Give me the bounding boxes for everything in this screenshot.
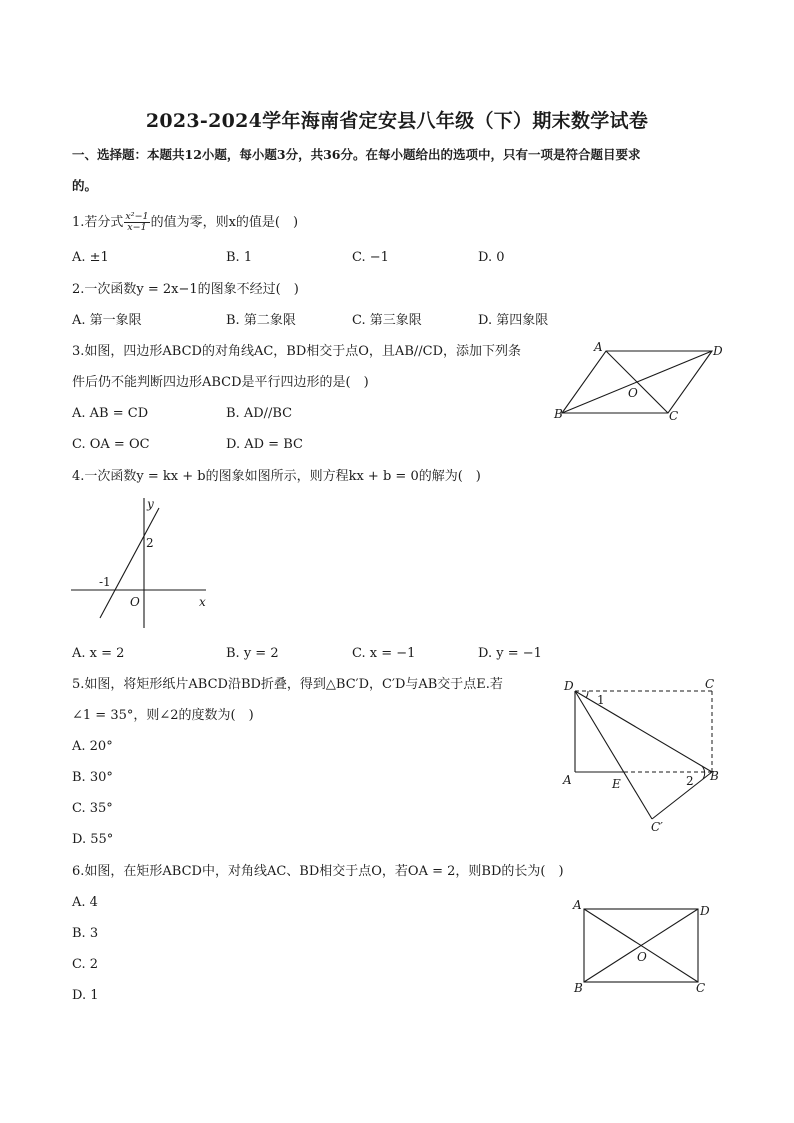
q4-option-d: D. y = −1 [478, 646, 542, 661]
q1-option-b: B. 1 [226, 250, 253, 265]
q6-label-c: C [696, 981, 706, 995]
q6-label-a: A [573, 898, 582, 912]
q5-label-c-prime: C′ [651, 820, 663, 834]
q4-option-b: B. y = 2 [226, 646, 279, 661]
q5-label-e: E [612, 777, 621, 791]
q6-option-b: B. 3 [72, 926, 99, 941]
q2-option-d: D. 第四象限 [478, 313, 549, 328]
q3-option-b: B. AD//BC [226, 406, 293, 421]
q4-label-y: y [147, 497, 154, 511]
q1-frac-num: x²−1 [125, 211, 149, 222]
question-2-stem: 2.一次函数y = 2x−1的图象不经过( ) [72, 282, 299, 297]
q4-label-intercept-2: 2 [146, 536, 154, 550]
q6-option-c: C. 2 [72, 957, 99, 972]
q1-option-c: C. −1 [352, 250, 389, 265]
q5-diagonal-bd [575, 691, 712, 772]
q3-label-d: D [713, 344, 723, 358]
question-5-stem-line1: 5.如图，将矩形纸片ABCD沿BD折叠，得到△BC′D，C′D与AB交于点E.若 [72, 677, 503, 692]
q5-label-angle-1: 1 [597, 693, 605, 707]
q3-label-a: A [594, 340, 603, 354]
page-title: 2023-2024学年海南省定安县八年级（下）期末数学试卷 [145, 110, 649, 132]
q2-option-c: C. 第三象限 [352, 313, 422, 328]
q1-prefix: 1.若分式 [72, 215, 124, 230]
q3-label-c: C [669, 409, 679, 423]
q1-option-a: A. ±1 [72, 250, 109, 265]
q4-option-c: C. x = −1 [352, 646, 416, 661]
question-4-stem: 4.一次函数y = kx + b的图象如图所示，则方程kx + b = 0的解为( ) [72, 469, 481, 484]
q4-line-graph-figure [68, 494, 218, 632]
q5-option-a: A. 20° [72, 739, 113, 754]
q5-option-c: C. 35° [72, 801, 113, 816]
q5-option-d: D. 55° [72, 832, 114, 847]
q6-label-b: B [574, 981, 583, 995]
question-3-stem-line1: 3.如图，四边形ABCD的对角线AC，BD相交于点O，且AB//CD，添加下列条 [72, 344, 521, 359]
q4-label-root-neg1: -1 [99, 575, 111, 589]
q5-edge-c-prime-b [652, 772, 712, 819]
q5-label-a: A [563, 773, 572, 787]
q1-option-d: D. 0 [478, 250, 505, 265]
question-5-stem-line2: ∠1 = 35°，则∠2的度数为( ) [72, 708, 254, 723]
q6-rectangle-figure [568, 896, 720, 996]
q3-label-b: B [554, 407, 563, 421]
q6-label-d: D [700, 904, 710, 918]
q1-fraction [124, 212, 149, 233]
q2-option-a: A. 第一象限 [72, 313, 142, 328]
q3-option-a: A. AB = CD [72, 406, 149, 421]
q4-option-a: A. x = 2 [72, 646, 125, 661]
q5-label-b: B [710, 769, 719, 783]
section-heading-line1: 一、选择题：本题共12小题，每小题3分，共36分。在每小题给出的选项中，只有一项是符合题目要求 [72, 147, 641, 162]
q3-option-c: C. OA = OC [72, 437, 150, 452]
q5-edge-dc-prime [575, 691, 652, 819]
question-6-stem: 6.如图，在矩形ABCD中，对角线AC、BD相交于点O，若OA = 2，则BD的长为( ) [72, 864, 564, 879]
q2-option-b: B. 第二象限 [226, 313, 296, 328]
q3-option-d: D. AD = BC [226, 437, 303, 452]
q5-label-c: C [705, 677, 715, 691]
q4-label-x: x [199, 595, 206, 609]
q6-option-d: D. 1 [72, 988, 99, 1003]
q3-label-o: O [628, 386, 638, 400]
q5-label-d: D [564, 679, 574, 693]
q6-option-a: A. 4 [72, 895, 98, 910]
q1-suffix: 的值为零，则x的值是( ) [150, 215, 299, 230]
q5-label-angle-2: 2 [686, 774, 694, 788]
question-1-stem [72, 211, 298, 235]
q5-option-b: B. 30° [72, 770, 113, 785]
q1-frac-den: x−1 [127, 222, 147, 233]
section-heading-line2: 的。 [72, 178, 98, 193]
q4-label-origin: O [130, 595, 140, 609]
q5-angle-1-arc [586, 691, 588, 698]
q6-label-o: O [637, 950, 647, 964]
question-3-stem-line2: 件后仍不能判断四边形ABCD是平行四边形的是( ) [72, 375, 369, 390]
q5-folded-rectangle-figure [558, 674, 734, 836]
q3-parallelogram-figure [548, 336, 738, 428]
